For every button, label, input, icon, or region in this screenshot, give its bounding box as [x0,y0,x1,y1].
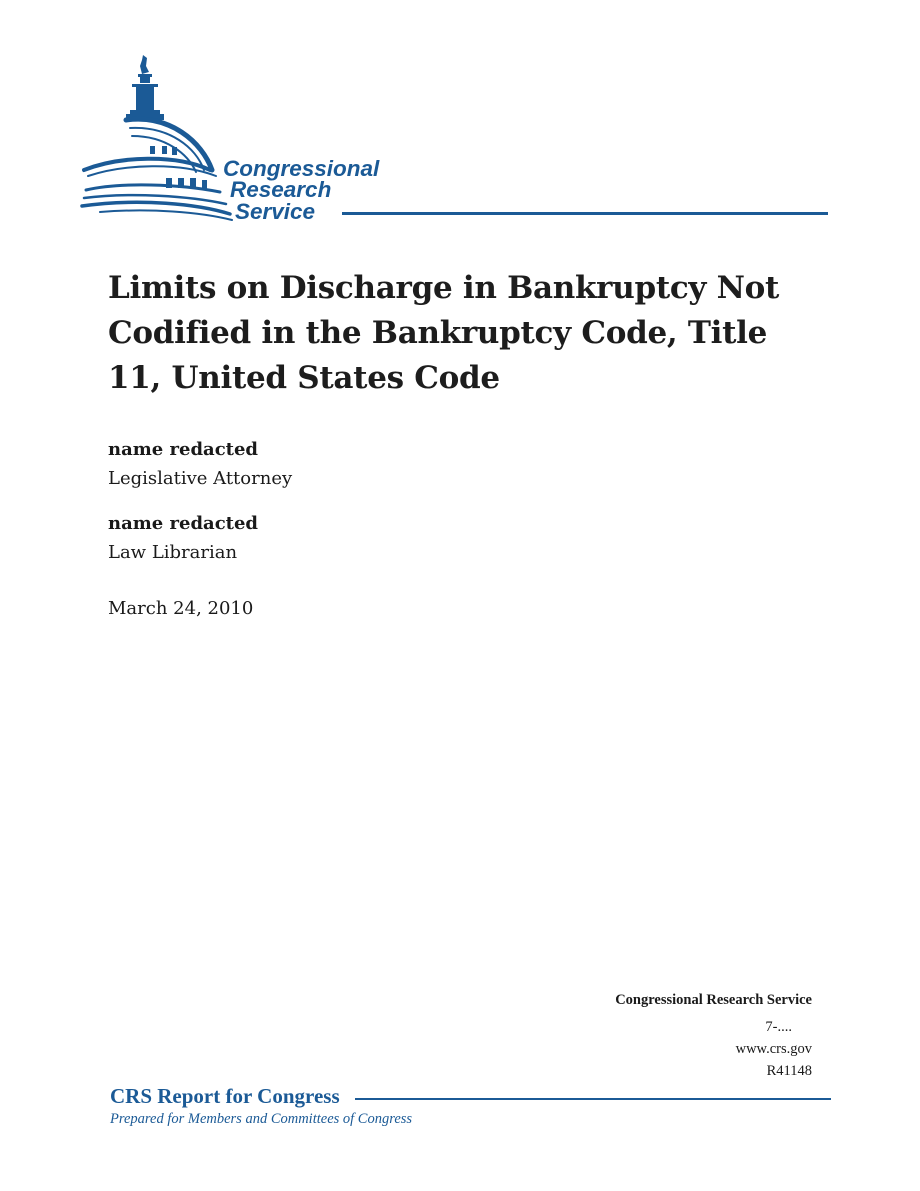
logo-rule [342,212,828,215]
author-role: Law Librarian [108,542,238,563]
capitol-dome-icon [80,52,240,224]
author-block-2 [108,512,258,565]
publisher-url: www.crs.gov [735,1041,812,1057]
author-role: Legislative Attorney [108,468,293,489]
author-name: name redacted [108,439,259,460]
footer-rule [355,1098,831,1100]
footer-title: CRS Report for Congress [110,1084,340,1108]
report-number: R41148 [766,1063,812,1079]
logo-word-research: Research [230,177,332,202]
logo-word-service: Service [235,199,316,224]
report-title: Limits on Discharge in Bankruptcy Not Codified in the Bankruptcy Code, Title 11, United States Code [108,270,780,396]
author-block-1 [108,438,292,491]
report-date: March 24, 2010 [108,598,254,619]
publisher-phone: 7-.... [765,1019,792,1035]
logo-word-congressional: Congressional [223,156,380,181]
publisher-name: Congressional Research Service [615,992,812,1008]
crs-logo [80,52,830,224]
author-name: name redacted [108,513,259,534]
footer-subtitle: Prepared for Members and Committees of Congress [110,1111,413,1127]
